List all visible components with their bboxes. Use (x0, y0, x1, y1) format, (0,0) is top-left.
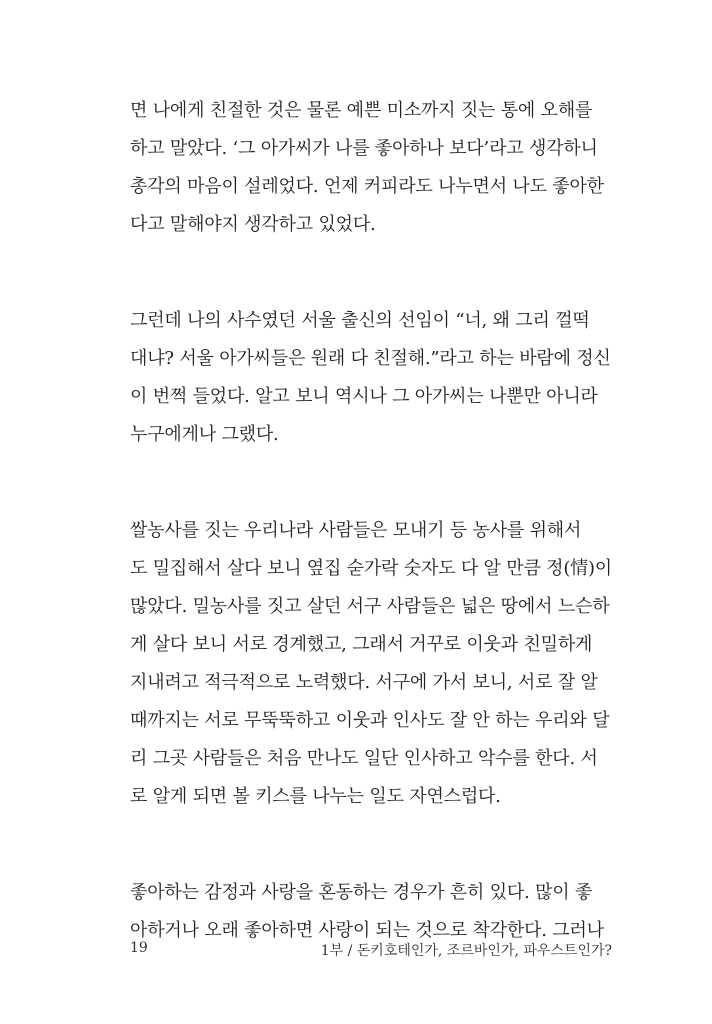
text-line: 쌀농사를 짓는 우리나라 사람들은 모내기 등 농사를 위해서 (130, 520, 582, 541)
text-line: 게 살다 보니 서로 경계했고, 그래서 거꾸로 이웃과 친밀하게 (130, 634, 593, 655)
text-line: 로 알게 되면 볼 키스를 나누는 일도 자연스럽다. (130, 786, 501, 807)
text-line: 좋아하는 감정과 사랑을 혼동하는 경우가 흔히 있다. 많이 좋 (130, 882, 593, 903)
running-title: 1부 / 돈키호테인가, 조르바인가, 파우스트인가? (320, 943, 612, 959)
text-line: 하고 말았다. ‘그 아가씨가 나를 좋아하나 보다’라고 생각하니 (130, 138, 598, 159)
text-line: 아하거나 오래 좋아하면 사랑이 되는 것으로 착각한다. 그러나 (130, 920, 604, 941)
text-line: 지내려고 적극적으로 노력했다. 서구에 가서 보니, 서로 잘 알 (130, 672, 598, 693)
body-text (130, 92, 620, 1008)
text-line: 도 밀집해서 살다 보니 옆집 숟가락 숫자도 다 알 만큼 정(情)이 (130, 558, 612, 579)
text-line: 면 나에게 친절한 것은 물론 예쁜 미소까지 짓는 통에 오해를 (130, 100, 593, 121)
text-line: 그런데 나의 사수였던 서울 출신의 선임이 “너, 왜 그리 껄떡 (130, 310, 590, 331)
text-line: 대냐? 서울 아가씨들은 원래 다 친절해.”라고 하는 바람에 정신 (130, 348, 611, 369)
paragraph-1 (130, 92, 620, 244)
text-line: 때까지는 서로 무뚝뚝하고 이웃과 인사도 잘 안 하는 우리와 달 (130, 710, 610, 731)
paragraph-4 (130, 874, 620, 950)
text-line: 리 그곳 사람들은 처음 만나도 일단 인사하고 악수를 한다. 서 (130, 748, 598, 769)
text-line: 이 번쩍 들었다. 알고 보니 역시나 그 아가씨는 나뿐만 아니라 (130, 386, 598, 407)
text-line: 누구에게나 그랬다. (130, 424, 279, 445)
paragraph-3 (130, 512, 620, 816)
paragraph-2 (130, 302, 620, 454)
page-number: 19 (130, 940, 148, 956)
text-line: 다고 말해야지 생각하고 있었다. (130, 214, 376, 235)
text-line: 많았다. 밀농사를 짓고 살던 서구 사람들은 넓은 땅에서 느슨하 (130, 596, 610, 617)
text-line: 총각의 마음이 설레었다. 언제 커피라도 나누면서 나도 좋아한 (130, 176, 604, 197)
